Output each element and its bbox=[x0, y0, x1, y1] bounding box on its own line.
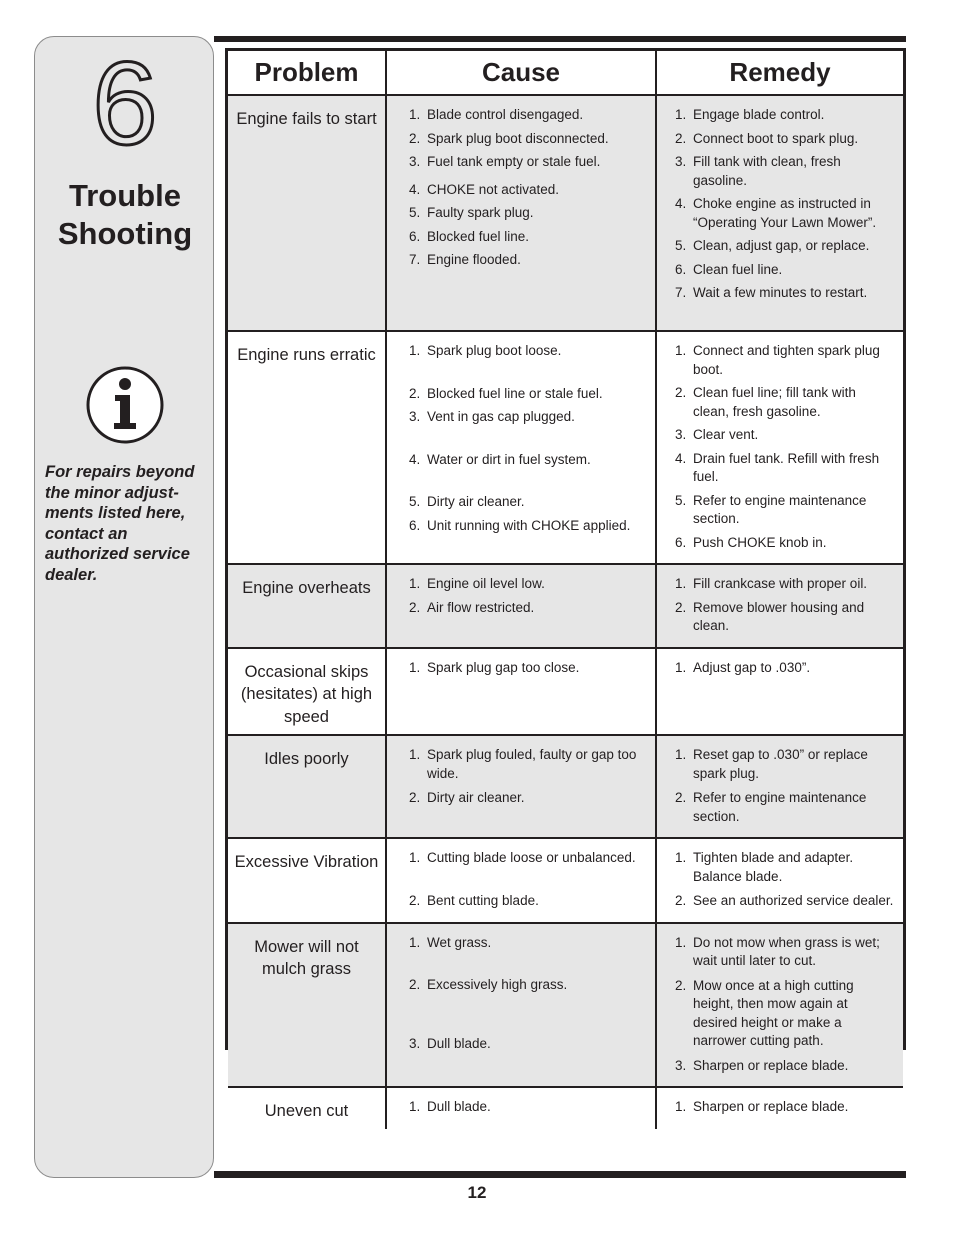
cause-item bbox=[409, 130, 647, 149]
cause-item bbox=[409, 204, 647, 223]
item-number: 2. bbox=[409, 790, 421, 805]
cause-item bbox=[409, 1035, 647, 1054]
item-number: 1. bbox=[675, 659, 687, 675]
top-rule bbox=[214, 36, 906, 42]
item-text: Adjust gap to .030”. bbox=[693, 659, 811, 675]
item-text: Clean, adjust gap, or replace. bbox=[693, 238, 870, 253]
item-number: 1. bbox=[675, 850, 687, 865]
chapter-title-line1: Trouble bbox=[69, 178, 181, 213]
cause-item bbox=[409, 228, 647, 247]
remedy-list bbox=[675, 849, 895, 911]
item-number: 3. bbox=[675, 1057, 687, 1073]
item-text: Sharpen or replace blade. bbox=[693, 1057, 849, 1073]
item-text: Blade control disengaged. bbox=[427, 107, 584, 122]
remedy-cell bbox=[656, 735, 903, 838]
info-icon bbox=[85, 365, 165, 445]
item-text: Clear vent. bbox=[693, 427, 759, 442]
item-text: Vent in gas cap plugged. bbox=[427, 409, 575, 424]
table-row bbox=[228, 1087, 903, 1129]
item-number: 2. bbox=[409, 599, 421, 615]
item-text: Drain fuel tank. Refill with fresh fuel. bbox=[693, 450, 880, 484]
remedy-list bbox=[675, 746, 895, 826]
cause-item bbox=[409, 342, 647, 361]
remedy-cell bbox=[656, 564, 903, 648]
problem-cell: Engine runs erratic bbox=[228, 331, 386, 564]
cause-cell bbox=[386, 735, 656, 838]
item-text: Bent cutting blade. bbox=[427, 892, 539, 908]
remedy-item bbox=[675, 659, 895, 678]
item-number: 1. bbox=[409, 934, 421, 950]
header-cause: Cause bbox=[386, 51, 656, 95]
item-number: 4. bbox=[409, 451, 421, 467]
item-text: Spark plug boot loose. bbox=[427, 343, 562, 358]
item-number: 2. bbox=[409, 130, 421, 146]
cause-item bbox=[409, 408, 647, 427]
item-text: Dirty air cleaner. bbox=[427, 790, 525, 805]
item-number: 2. bbox=[675, 790, 687, 805]
table-row bbox=[228, 331, 903, 564]
troubleshooting-table bbox=[225, 48, 906, 1120]
remedy-item bbox=[675, 789, 895, 826]
item-number: 6. bbox=[409, 228, 421, 244]
remedy-item bbox=[675, 106, 895, 125]
problem-cell: Idles poorly bbox=[228, 735, 386, 838]
chapter-title bbox=[35, 177, 215, 253]
cause-list bbox=[409, 849, 647, 910]
item-text: CHOKE not activated. bbox=[427, 181, 560, 197]
item-number: 3. bbox=[675, 427, 687, 442]
remedy-cell bbox=[656, 95, 903, 331]
table-row bbox=[228, 648, 903, 736]
item-number: 1. bbox=[675, 747, 687, 762]
problem-cell: Engine overheats bbox=[228, 564, 386, 648]
cause-item bbox=[409, 599, 647, 618]
item-number: 5. bbox=[675, 238, 687, 253]
item-text: Unit running with CHOKE applied. bbox=[427, 517, 631, 533]
repair-note: For repairs beyond the minor adjust-ments listed here, contact an authorized service dealer. bbox=[45, 463, 195, 584]
remedy-list bbox=[675, 934, 895, 1076]
item-text: Cutting blade loose or unbalanced. bbox=[427, 850, 636, 865]
item-number: 2. bbox=[675, 599, 687, 615]
cause-item bbox=[409, 976, 647, 995]
item-text: Choke engine as instructed in “Operating Your Lawn Mower”. bbox=[693, 196, 877, 230]
item-text: Engine oil level low. bbox=[427, 576, 545, 591]
item-text: Reset gap to .030” or replace spark plug. bbox=[693, 747, 868, 781]
remedy-item bbox=[675, 977, 895, 1051]
remedy-list bbox=[675, 659, 895, 678]
item-text: Dirty air cleaner. bbox=[427, 494, 525, 509]
cause-item bbox=[409, 849, 647, 868]
cause-list bbox=[409, 659, 647, 678]
problem-cell: Excessive Vibration bbox=[228, 838, 386, 923]
cause-cell bbox=[386, 564, 656, 648]
item-text: Connect and tighten spark plug boot. bbox=[693, 343, 880, 377]
item-number: 1. bbox=[675, 1099, 687, 1114]
remedy-item bbox=[675, 1057, 895, 1076]
table-row bbox=[228, 838, 903, 923]
chapter-title-line2: Shooting bbox=[57, 216, 193, 251]
problem-cell: Engine fails to start bbox=[228, 95, 386, 331]
item-number: 2. bbox=[409, 385, 421, 401]
remedy-cell bbox=[656, 331, 903, 564]
cause-list bbox=[409, 746, 647, 808]
remedy-item bbox=[675, 284, 895, 303]
item-text: Do not mow when grass is wet; wait until later to cut. bbox=[693, 934, 880, 968]
item-number: 5. bbox=[675, 492, 687, 508]
cause-item bbox=[409, 385, 647, 404]
item-number: 6. bbox=[675, 261, 687, 277]
item-text: Fill tank with clean, fresh gasoline. bbox=[693, 154, 841, 188]
item-number: 6. bbox=[675, 534, 687, 550]
item-number: 1. bbox=[409, 343, 421, 358]
item-number: 4. bbox=[675, 450, 687, 466]
cause-item bbox=[409, 659, 647, 678]
item-number: 1. bbox=[409, 576, 421, 591]
item-text: Blocked fuel line or stale fuel. bbox=[427, 385, 603, 401]
cause-list bbox=[409, 934, 647, 1054]
item-number: 2. bbox=[409, 892, 421, 908]
remedy-item bbox=[675, 261, 895, 280]
table-header-row bbox=[228, 51, 903, 95]
item-text: Wet grass. bbox=[427, 934, 492, 950]
item-text: Spark plug fouled, faulty or gap too wide. bbox=[427, 747, 637, 781]
cause-list bbox=[409, 342, 647, 535]
item-text: Clean fuel line; fill tank with clean, fresh gasoline. bbox=[693, 385, 856, 419]
item-number: 1. bbox=[675, 107, 687, 122]
cause-cell bbox=[386, 923, 656, 1088]
cause-item bbox=[409, 451, 647, 470]
item-text: Water or dirt in fuel system. bbox=[427, 451, 591, 467]
remedy-item bbox=[675, 342, 895, 379]
chapter-sidebar bbox=[34, 36, 214, 1178]
cause-cell bbox=[386, 648, 656, 736]
item-number: 3. bbox=[409, 1035, 421, 1051]
remedy-item bbox=[675, 492, 895, 529]
item-text: Wait a few minutes to restart. bbox=[693, 285, 868, 300]
item-text: Push CHOKE knob in. bbox=[693, 534, 827, 550]
problem-cell: Occasional skips (hesitates) at high speed bbox=[228, 648, 386, 736]
remedy-item bbox=[675, 575, 895, 594]
problem-cell: Mower will not mulch grass bbox=[228, 923, 386, 1088]
remedy-item bbox=[675, 426, 895, 445]
cause-item bbox=[409, 181, 647, 200]
cause-list bbox=[409, 1098, 647, 1117]
item-number: 2. bbox=[675, 130, 687, 146]
cause-item bbox=[409, 251, 647, 270]
item-text: Dull blade. bbox=[427, 1035, 491, 1051]
cause-list bbox=[409, 106, 647, 270]
remedy-cell bbox=[656, 838, 903, 923]
bottom-rule bbox=[214, 1171, 906, 1178]
remedy-item bbox=[675, 746, 895, 783]
remedy-item bbox=[675, 450, 895, 487]
item-number: 2. bbox=[675, 893, 687, 908]
problem-cell: Uneven cut bbox=[228, 1087, 386, 1129]
remedy-list bbox=[675, 106, 895, 303]
item-number: 7. bbox=[675, 285, 687, 300]
item-number: 3. bbox=[409, 409, 421, 424]
chapter-number: 6 bbox=[92, 38, 158, 170]
cause-list bbox=[409, 575, 647, 617]
cause-cell bbox=[386, 331, 656, 564]
table-row bbox=[228, 564, 903, 648]
remedy-item bbox=[675, 599, 895, 636]
item-number: 2. bbox=[409, 977, 421, 992]
item-text: Fuel tank empty or stale fuel. bbox=[427, 154, 601, 169]
item-text: Blocked fuel line. bbox=[427, 228, 530, 244]
item-number: 2. bbox=[675, 977, 687, 993]
remedy-item bbox=[675, 934, 895, 971]
item-number: 2. bbox=[675, 385, 687, 400]
remedy-item bbox=[675, 153, 895, 190]
item-number: 1. bbox=[409, 1099, 421, 1114]
item-number: 5. bbox=[409, 205, 421, 220]
item-text: Fill crankcase with proper oil. bbox=[693, 576, 868, 591]
remedy-cell bbox=[656, 1087, 903, 1129]
item-number: 5. bbox=[409, 494, 421, 509]
remedy-item bbox=[675, 195, 895, 232]
item-text: Connect boot to spark plug. bbox=[693, 130, 859, 146]
item-number: 1. bbox=[409, 107, 421, 122]
cause-item bbox=[409, 789, 647, 808]
item-number: 1. bbox=[675, 934, 687, 950]
cause-cell bbox=[386, 838, 656, 923]
remedy-item bbox=[675, 849, 895, 886]
item-text: Tighten blade and adapter. Balance blade. bbox=[693, 850, 854, 884]
remedy-cell bbox=[656, 923, 903, 1088]
item-text: Excessively high grass. bbox=[427, 977, 568, 992]
remedy-cell bbox=[656, 648, 903, 736]
item-text: Faulty spark plug. bbox=[427, 205, 534, 220]
item-text: Clean fuel line. bbox=[693, 261, 783, 277]
remedy-list bbox=[675, 342, 895, 552]
item-text: Engine flooded. bbox=[427, 252, 521, 267]
remedy-list bbox=[675, 575, 895, 636]
cause-item bbox=[409, 106, 647, 125]
remedy-item bbox=[675, 384, 895, 421]
header-remedy: Remedy bbox=[656, 51, 903, 95]
item-number: 1. bbox=[409, 850, 421, 865]
cause-item bbox=[409, 934, 647, 953]
item-number: 1. bbox=[409, 659, 421, 675]
header-problem: Problem bbox=[228, 51, 386, 95]
item-number: 4. bbox=[675, 196, 687, 211]
item-number: 1. bbox=[675, 576, 687, 591]
item-number: 7. bbox=[409, 252, 421, 267]
item-number: 6. bbox=[409, 517, 421, 533]
remedy-item bbox=[675, 892, 895, 911]
item-text: Remove blower housing and clean. bbox=[693, 599, 865, 633]
item-text: Refer to engine maintenance section. bbox=[693, 492, 867, 526]
page-number: 12 bbox=[467, 1183, 487, 1202]
item-text: Air flow restricted. bbox=[427, 599, 535, 615]
item-text: See an authorized service dealer. bbox=[693, 893, 894, 908]
table-row bbox=[228, 923, 903, 1088]
cause-item bbox=[409, 493, 647, 512]
cause-item bbox=[409, 517, 647, 536]
remedy-item bbox=[675, 237, 895, 256]
cause-item bbox=[409, 575, 647, 594]
item-text: Spark plug boot disconnected. bbox=[427, 130, 609, 146]
cause-item bbox=[409, 746, 647, 783]
item-number: 3. bbox=[675, 154, 687, 169]
cause-item bbox=[409, 1098, 647, 1117]
table-row bbox=[228, 95, 903, 331]
item-text: Refer to engine maintenance section. bbox=[693, 790, 867, 824]
cause-item bbox=[409, 892, 647, 911]
table-row bbox=[228, 735, 903, 838]
item-text: Spark plug gap too close. bbox=[427, 659, 580, 675]
cause-cell bbox=[386, 95, 656, 331]
item-text: Sharpen or replace blade. bbox=[693, 1099, 849, 1114]
remedy-list bbox=[675, 1098, 895, 1117]
item-number: 1. bbox=[409, 747, 421, 762]
item-text: Dull blade. bbox=[427, 1099, 491, 1114]
cause-cell bbox=[386, 1087, 656, 1129]
remedy-item bbox=[675, 1098, 895, 1117]
remedy-item bbox=[675, 534, 895, 553]
cause-item bbox=[409, 153, 647, 172]
item-number: 4. bbox=[409, 181, 421, 197]
item-number: 3. bbox=[409, 154, 421, 169]
item-number: 1. bbox=[675, 343, 687, 358]
remedy-item bbox=[675, 130, 895, 149]
item-text: Mow once at a high cutting height, then mow again at desired height or make a narrower cutting path. bbox=[693, 977, 854, 1048]
item-text: Engage blade control. bbox=[693, 107, 825, 122]
